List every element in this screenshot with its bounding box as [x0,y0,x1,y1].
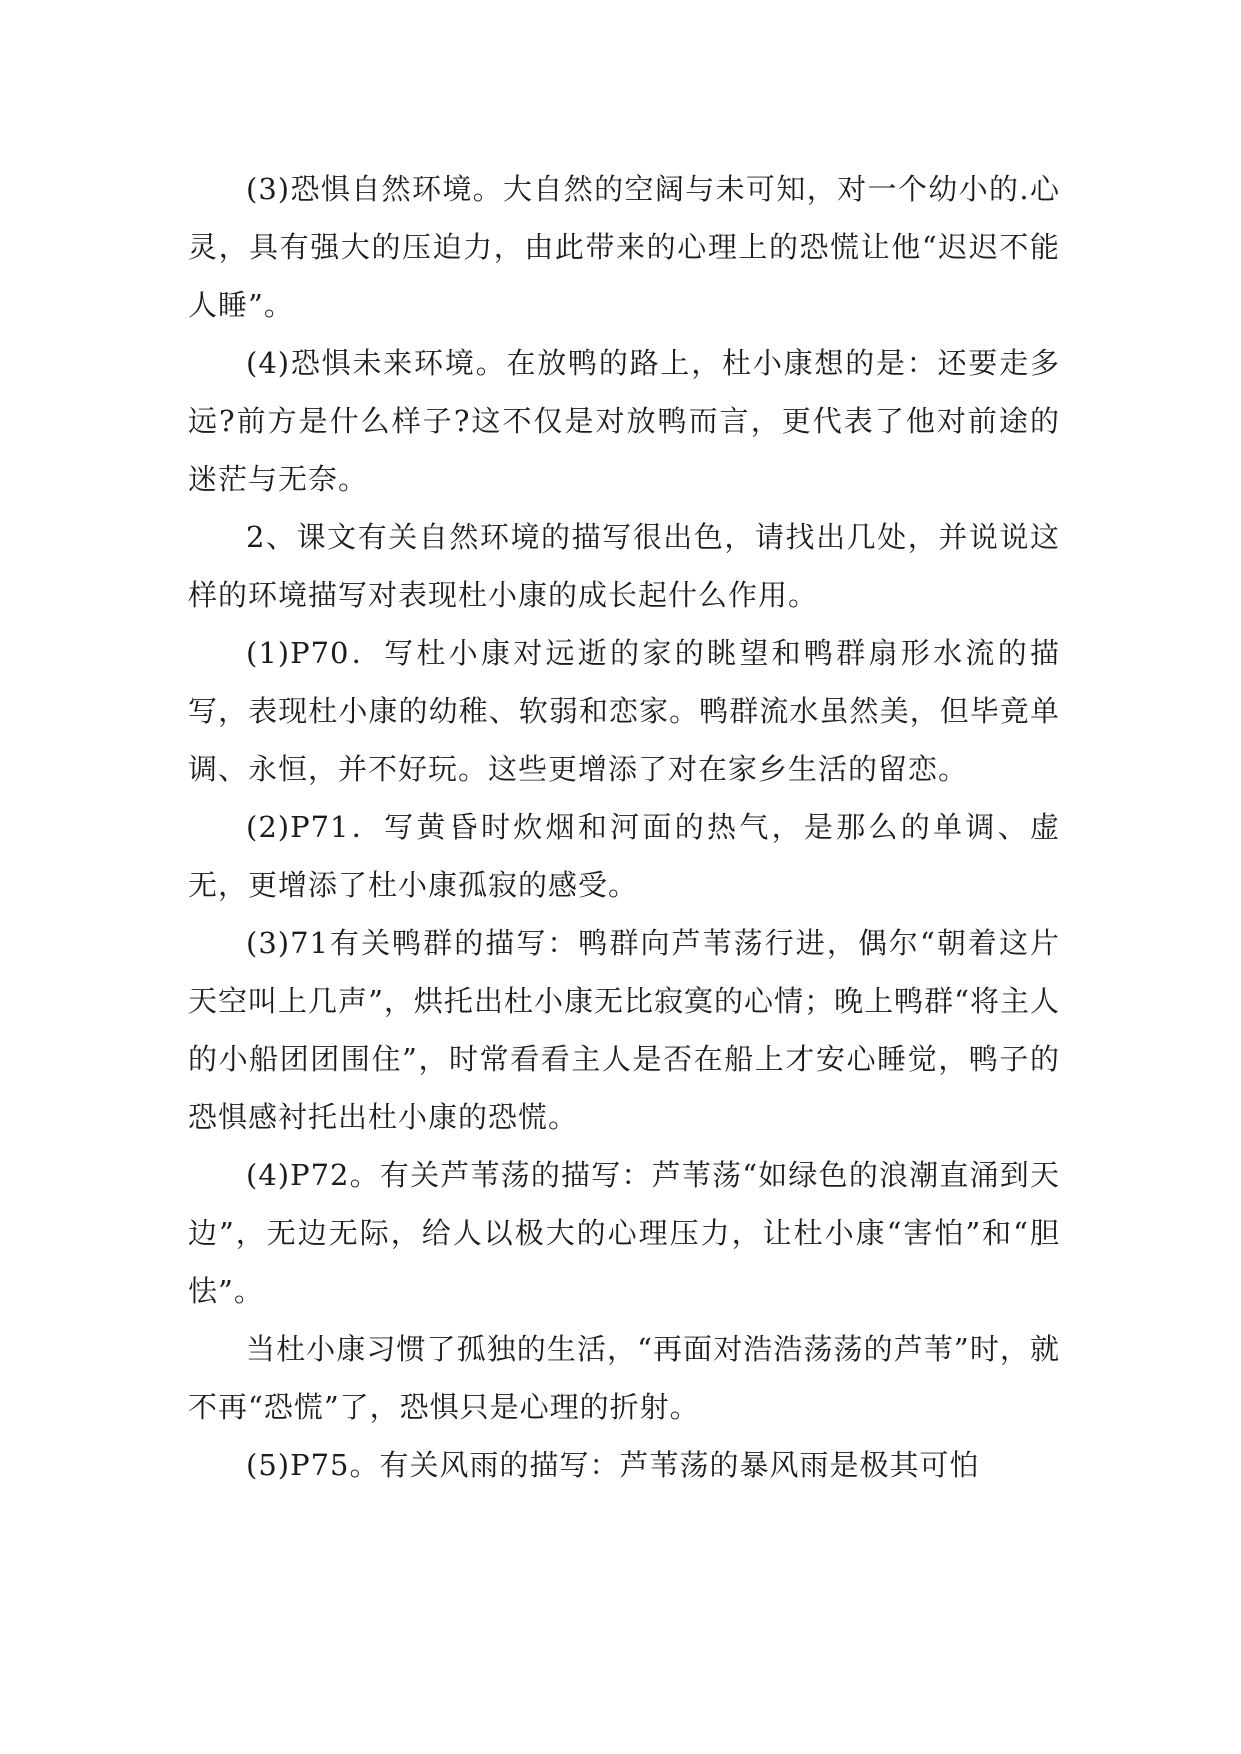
paragraph-answer-2: (2)P71．写黄昏时炊烟和河面的热气，是那么的单调、虚无，更增添了杜小康孤寂的感受。 [188,810,1060,902]
paragraph-answer-5: (5)P75。有关风雨的描写：芦苇荡的暴风雨是极其可怕 [246,1448,980,1482]
paragraph-question-2: 2、课文有关自然环境的描写很出色，请找出几处，并说说这样的环境描写对表现杜小康的成长起什么作用。 [188,520,1060,612]
paragraph-answer-3: (3)71有关鸭群的描写：鸭群向芦苇荡行进，偶尔“朝着这片天空叫上几声”，烘托出杜小康无比寂寞的心情；晚上鸭群“将主人的小船团团围住”，时常看看主人是否在船上才安心睡觉，鸭子的恐惧感衬托出杜小康的恐慌。 [188,926,1060,1134]
paragraph-fear-nature: (3)恐惧自然环境。大自然的空阔与未可知，对一个幼小的.心灵，具有强大的压迫力，由此带来的心理上的恐慌让他“迟迟不能人睡”。 [188,172,1060,322]
paragraph-answer-1: (1)P70．写杜小康对远逝的家的眺望和鸭群扇形水流的描写，表现杜小康的幼稚、软弱和恋家。鸭群流水虽然美，但毕竟单调、永恒，并不好玩。这些更增添了对在家乡生活的留恋。 [188,636,1060,786]
document-body [188,160,1060,1494]
paragraph-answer-4: (4)P72。有关芦苇荡的描写：芦苇荡“如绿色的浪潮直涌到天边”，无边无际，给人以极大的心理压力，让杜小康“害怕”和“胆怯”。 [188,1158,1060,1308]
paragraph-answer-4-note: 当杜小康习惯了孤独的生活，“再面对浩浩荡荡的芦苇”时，就不再“恐慌”了，恐惧只是心理的折射。 [188,1332,1060,1424]
paragraph-fear-future: (4)恐惧未来环境。在放鸭的路上，杜小康想的是：还要走多远?前方是什么样子?这不仅是对放鸭而言，更代表了他对前途的迷茫与无奈。 [188,346,1060,496]
